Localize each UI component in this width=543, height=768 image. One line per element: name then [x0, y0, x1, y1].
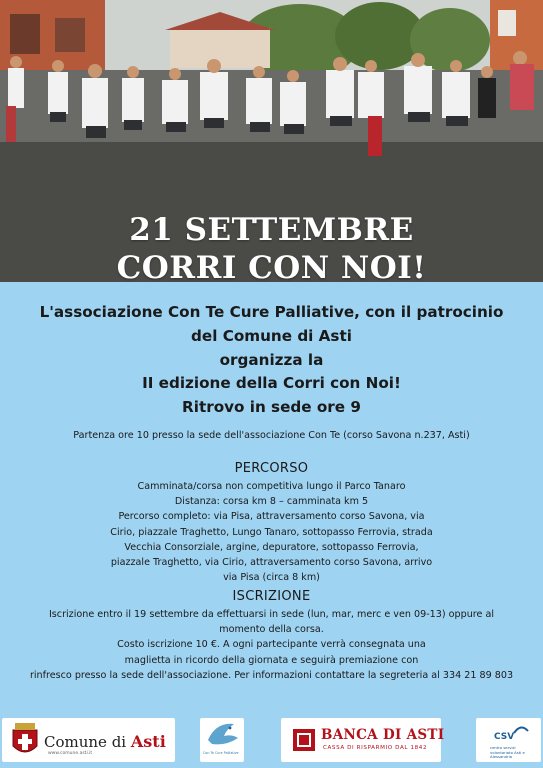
- intro-line: Ritrovo in sede ore 9: [182, 398, 361, 417]
- start-info: Partenza ore 10 presso la sede dell'associazione Con Te (corso Savona n.237, Asti): [73, 430, 470, 441]
- hero-title-date: 21 SETTEMBRE: [129, 212, 414, 248]
- banca-subtitle: CASSA DI RISPARMIO DAL 1842: [323, 745, 428, 751]
- percorso-line: Camminata/corsa non competitiva lungo il Parco Tanaro: [137, 481, 406, 492]
- csv-name: CSV: [494, 732, 515, 742]
- intro-line: L'associazione Con Te Cure Palliative, con il patrocinio: [39, 303, 504, 321]
- csv-swirl-icon: [512, 723, 530, 737]
- sponsor-logos: [0, 706, 543, 768]
- hero-photo: [0, 0, 543, 282]
- con-te-logo: [200, 718, 244, 762]
- banca-emblem-icon: [293, 729, 315, 751]
- comune-url: www.comune.asti.it: [48, 751, 93, 756]
- percorso-line: Distanza: corsa km 8 – camminata km 5: [174, 496, 369, 508]
- intro-block: [0, 301, 543, 420]
- banca-name: BANCA DI ASTI: [321, 727, 445, 743]
- hero-title-event: CORRI CON NOI!: [116, 250, 427, 282]
- banca-di-asti-logo: [281, 718, 445, 762]
- percorso-line: Percorso completo: via Pisa, attraversamento corso Savona, via: [118, 511, 425, 523]
- percorso-line: piazzale Traghetto, via Cirio, attraversamento corso Savona, arrivo: [110, 557, 433, 569]
- intro-line: organizza la: [219, 350, 324, 369]
- percorso-line: via Pisa (circa 8 km): [223, 572, 320, 584]
- iscrizione-line: maglietta in ricordo della giornata e seguirà premiazione con: [124, 654, 419, 666]
- percorso-body: [0, 479, 543, 585]
- intro-line: II edizione della Corri con Noi!: [142, 374, 401, 393]
- iscrizione-body: [0, 607, 543, 683]
- comune-di-asti-logo: [2, 718, 175, 762]
- iscrizione-line: rinfresco presso la sede dell'associazione. Per informazioni contattare la segreteria al 334 21 89 803: [29, 669, 514, 681]
- iscrizione-line: Iscrizione entro il 19 settembre da effettuarsi in sede (lun, mar, merc e ven 09-13) oppure al: [48, 609, 495, 620]
- csv-logo: [476, 718, 541, 762]
- iscrizione-line: momento della corsa.: [219, 624, 324, 636]
- comune-logo-text: Comune di Asti: [44, 732, 166, 751]
- iscrizione-heading: ISCRIZIONE: [232, 589, 311, 604]
- percorso-line: Vecchia Consorziale, argine, depuratore, sottopasso Ferrovia,: [124, 541, 419, 553]
- con-te-tagline: Con Te Cure Palliative: [203, 751, 239, 755]
- asti-coat-of-arms-icon: [7, 720, 43, 760]
- intro-line: del Comune di Asti: [191, 326, 352, 345]
- csv-subtitle: centro servizi volontariato Asti e Alessandria: [490, 745, 525, 760]
- dove-icon: [200, 718, 244, 752]
- percorso-line: Cirio, piazzale Traghetto, Lungo Tanaro, sottopasso Ferrovia, strada: [110, 526, 433, 538]
- percorso-heading: PERCORSO: [234, 461, 309, 476]
- iscrizione-line: Costo iscrizione 10 €. A ogni partecipante verrà consegnata una: [117, 639, 426, 651]
